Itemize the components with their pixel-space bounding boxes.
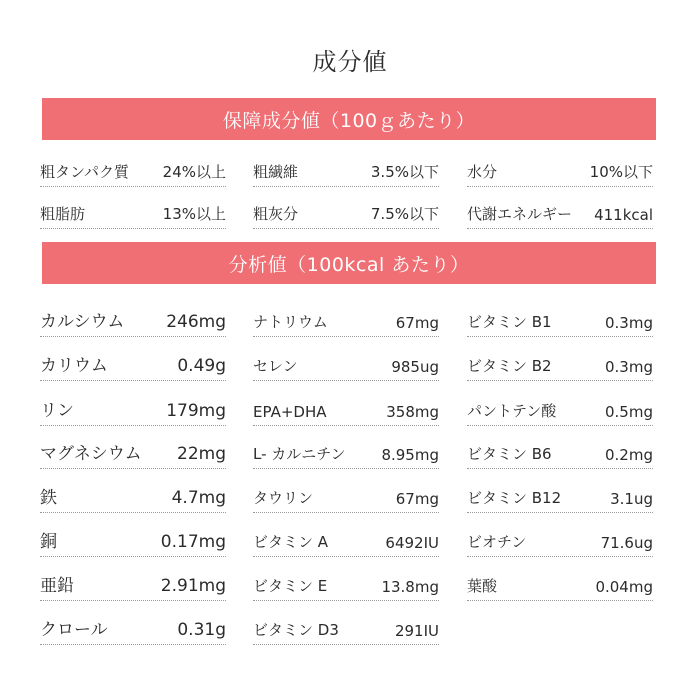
item-name: 鉄: [40, 488, 57, 508]
item-name: 葉酸: [467, 577, 498, 595]
guaranteed-item-moisture: [467, 152, 653, 187]
item-name: パントテン酸: [467, 402, 557, 420]
item-name: 粗脂肪: [40, 205, 86, 223]
item-value: 22mg: [177, 444, 226, 464]
item-value: 0.17mg: [160, 532, 226, 552]
item-value: 179mg: [166, 401, 226, 421]
analysis-item-pantothenic-acid: [467, 391, 653, 426]
item-value: 67mg: [395, 314, 439, 332]
item-value: 0.04mg: [595, 578, 653, 596]
item-name: 亜鉛: [40, 576, 74, 596]
analysis-item-iron: [40, 478, 226, 513]
analysis-item-vitamin-b6: [467, 434, 653, 469]
item-value: 0.5mg: [605, 403, 653, 421]
item-name: ナトリウム: [253, 313, 328, 331]
item-value: 2.91mg: [160, 576, 226, 596]
item-value: 24%以上: [162, 163, 226, 181]
page-title: 成分値: [312, 48, 388, 76]
analysis-item-taurine: [253, 478, 439, 513]
item-value: 10%以下: [589, 163, 653, 181]
item-value: 4.7mg: [171, 488, 226, 508]
analysis-item-vitamin-d3: [253, 610, 439, 645]
item-name: リン: [40, 401, 74, 421]
item-value: 8.95mg: [381, 446, 439, 464]
analysis-header-label: 分析値（100kcal あたり）: [228, 253, 470, 276]
analysis-item-selenium: [253, 346, 439, 381]
analysis-item-zinc: [40, 566, 226, 601]
guaranteed-header-label: 保障成分値（100ｇあたり）: [222, 109, 476, 132]
item-name: 粗タンパク質: [40, 163, 129, 181]
analysis-item-vitamin-e: [253, 566, 439, 601]
item-name: 代謝エネルギー: [467, 205, 573, 223]
item-value: 7.5%以下: [370, 205, 439, 223]
item-value: 0.31g: [177, 620, 226, 640]
analysis-item-vitamin-a: [253, 522, 439, 557]
item-name: セレン: [253, 357, 298, 375]
analysis-item-calcium: [40, 302, 226, 337]
item-name: カルシウム: [40, 312, 125, 332]
guaranteed-item-crude-protein: [40, 152, 226, 187]
item-value: 3.1ug: [610, 490, 653, 508]
item-value: 291IU: [394, 622, 439, 640]
item-name: ビタミン E: [253, 577, 328, 595]
item-name: カリウム: [40, 356, 108, 376]
analysis-item-folic-acid: [467, 566, 653, 601]
item-name: マグネシウム: [40, 444, 142, 464]
item-name: ビタミン B6: [467, 445, 552, 463]
analysis-item-copper: [40, 522, 226, 557]
analysis-item-epa-dha: [253, 391, 439, 426]
item-name: ビタミン D3: [253, 621, 339, 639]
item-value: 0.3mg: [605, 314, 653, 332]
guaranteed-item-crude-fat: [40, 194, 226, 229]
item-name: 銅: [40, 532, 57, 552]
item-value: 13%以上: [162, 205, 226, 223]
item-value: 0.3mg: [605, 358, 653, 376]
guaranteed-item-crude-fiber: [253, 152, 439, 187]
item-value: 6492IU: [385, 534, 439, 552]
analysis-item-biotin: [467, 522, 653, 557]
item-value: 0.49g: [177, 356, 226, 376]
analysis-item-chlorine: [40, 610, 226, 645]
analysis-item-vitamin-b12: [467, 478, 653, 513]
analysis-item-sodium: [253, 302, 439, 337]
item-value: 411kcal: [594, 206, 653, 224]
analysis-item-magnesium: [40, 434, 226, 469]
analysis-item-phosphorus: [40, 391, 226, 426]
item-name: ビタミン B1: [467, 313, 552, 331]
item-value: 3.5%以下: [370, 163, 439, 181]
item-value: 246mg: [166, 312, 226, 332]
item-value: 71.6ug: [600, 534, 653, 552]
analysis-item-vitamin-b1: [467, 302, 653, 337]
item-name: タウリン: [253, 489, 314, 507]
analysis-item-vitamin-b2: [467, 346, 653, 381]
item-name: クロール: [40, 620, 108, 640]
item-name: 水分: [467, 163, 498, 181]
item-name: 粗繊維: [253, 163, 299, 181]
guaranteed-item-crude-ash: [253, 194, 439, 229]
item-name: ビタミン A: [253, 533, 329, 551]
item-name: L- カルニチン: [253, 445, 346, 463]
item-name: ビオチン: [467, 533, 527, 551]
analysis-item-potassium: [40, 346, 226, 381]
item-name: ビタミン B2: [467, 357, 552, 375]
item-value: 0.2mg: [605, 446, 653, 464]
analysis-item-l-carnitine: [253, 434, 439, 469]
item-value: 13.8mg: [381, 578, 439, 596]
item-name: 粗灰分: [253, 205, 299, 223]
guaranteed-header: [42, 98, 656, 140]
item-value: 985ug: [391, 358, 439, 376]
item-name: ビタミン B12: [467, 489, 562, 507]
guaranteed-item-metabolizable-energy: [467, 194, 653, 229]
analysis-header: [42, 242, 656, 284]
item-value: 358mg: [386, 403, 439, 421]
item-name: EPA+DHA: [253, 403, 327, 421]
item-value: 67mg: [395, 490, 439, 508]
